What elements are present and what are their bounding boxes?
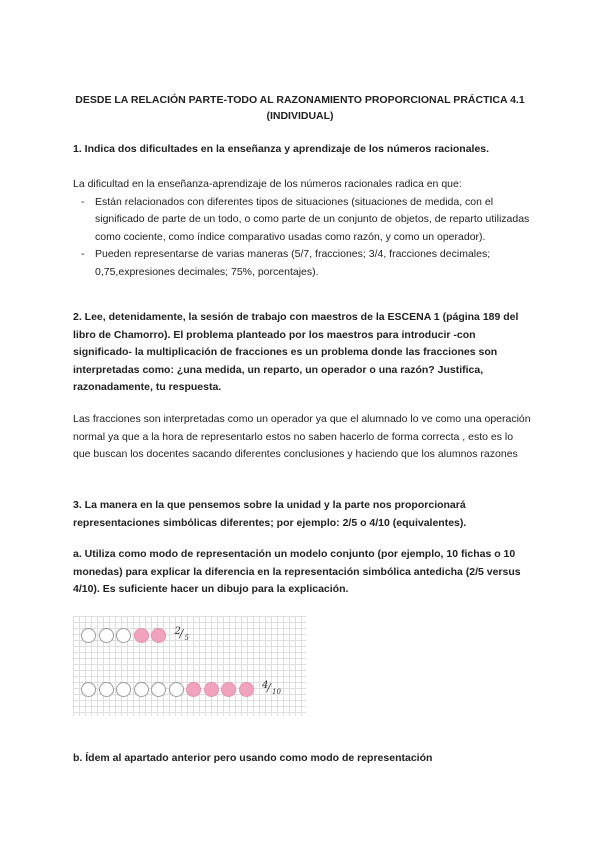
empty-counter bbox=[116, 628, 131, 643]
fraction-denominator: 5 bbox=[184, 634, 189, 642]
fraction-denominator: 10 bbox=[272, 688, 281, 696]
answer-1-intro: La dificultad en la enseñanza-aprendizaje de los números racionales radica en que: bbox=[73, 178, 462, 190]
question-2-answer: Las fracciones son interpretadas como un operador ya que el alumnado lo ve como una operación normal ya que a la hora de representarlo estos no saben hacerlo de forma correcta , esto es lo que buscan los docentes sacando diferentes conclusiones y haciendo que los alumnos razones bbox=[73, 413, 531, 460]
filled-counter bbox=[134, 628, 149, 643]
fraction-numerator: 4 bbox=[262, 680, 269, 691]
list-item: - Pueden representarse de varias maneras (5/7, fracciones; 3/4, fracciones decimales; 0,75,expresiones decimales; 75%, porcentajes). bbox=[73, 246, 533, 281]
empty-counter bbox=[134, 682, 149, 697]
fraction-numerator: 2 bbox=[174, 626, 181, 637]
filled-counter bbox=[221, 682, 236, 697]
filled-counter bbox=[239, 682, 254, 697]
question-1-answer bbox=[73, 176, 533, 281]
answer-1-list bbox=[73, 194, 533, 282]
filled-counter bbox=[151, 628, 166, 643]
filled-counter bbox=[186, 682, 201, 697]
empty-counter bbox=[81, 682, 96, 697]
filled-counter bbox=[204, 682, 219, 697]
empty-counter bbox=[116, 682, 131, 697]
empty-counter bbox=[99, 628, 114, 643]
question-2: 2. Lee, detenidamente, la sesión de trabajo con maestros de la ESCENA 1 (página 189 del libro de Chamorro). El problema planteado por los maestros para introducir -con significado- la multiplicación de fracciones es un problema donde las fracciones son interpretadas como: ¿una medida, un reparto, un operador o una razón? Justifica, razonadamente, tu respuesta. bbox=[73, 311, 519, 393]
empty-counter bbox=[81, 628, 96, 643]
question-1: 1. Indica dos dificultades en la enseñanza y aprendizaje de los números racionales. bbox=[73, 143, 490, 155]
empty-counter bbox=[99, 682, 114, 697]
title-line-1: DESDE LA RELACIÓN PARTE-TODO AL RAZONAMIENTO PROPORCIONAL PRÁCTICA 4.1 bbox=[75, 94, 525, 106]
fraction-slash: / bbox=[267, 681, 271, 694]
question-3a: a. Utiliza como modo de representación un modelo conjunto (por ejemplo, 10 fichas o 10 monedas) para explicar la diferencia en la representación simbólica antedicha (2/5 versus 4/10). Es suficiente hacer un dibujo para la explicación. bbox=[73, 548, 521, 595]
question-3b: b. Ídem al apartado anterior pero usando como modo de representación bbox=[73, 752, 433, 764]
counters-drawing bbox=[73, 616, 306, 716]
title-line-2: (INDIVIDUAL) bbox=[266, 110, 334, 122]
document-title bbox=[60, 92, 540, 124]
empty-counter bbox=[169, 682, 184, 697]
empty-counter bbox=[151, 682, 166, 697]
list-item: - Están relacionados con diferentes tipos de situaciones (situaciones de medida, con el significado de parte de un todo, o como parte de un conjunto de objetos, de reparto utilizadas como cociente, como índice comparativo usadas como razón, y como un operador). bbox=[73, 194, 533, 247]
fraction-slash: / bbox=[179, 627, 184, 640]
question-3: 3. La manera en la que pensemos sobre la unidad y la parte nos proporcionará representaciones simbólicas diferentes; por ejemplo: 2/5 o 4/10 (equivalentes). bbox=[73, 499, 467, 529]
